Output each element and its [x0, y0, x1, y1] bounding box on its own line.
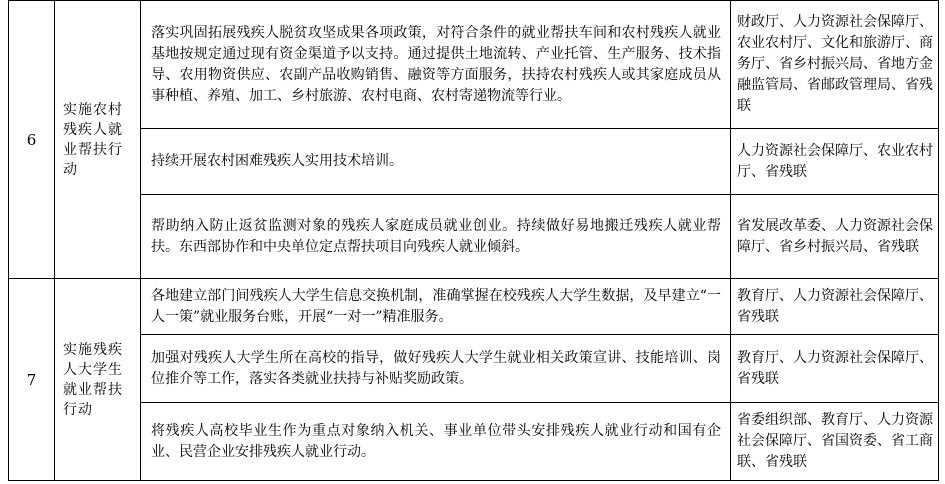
- measure-text: 落实巩固拓展残疾人脱贫攻坚成果各项政策，对符合条件的就业帮扶车间和农村残疾人就业基地按规定通过现有资金渠道予以支持。通过提供土地流转、产业托管、生产服务、技术指导、农用物资供应、农副产品收购销售、融资等方面服务，扶持农村残疾人或其家庭成员从事种植、养殖、加工、乡村旅游、农村电商、农村寄递物流等行业。: [151, 24, 721, 104]
- measure-cell: [141, 129, 731, 195]
- department-cell: [731, 129, 939, 195]
- department-text: 教育厅、人力资源社会保障厅、省残联: [737, 349, 933, 387]
- action-name-text: 实施残疾人大学生就业帮扶行动: [63, 341, 123, 418]
- measure-text: 各地建立部门间残疾人大学生信息交换机制，准确掌握在校残疾人大学生数据，及早建立“一人一策”就业服务台账，开展“一对一”精准服务。: [151, 287, 721, 325]
- measure-cell: [141, 335, 731, 403]
- measure-text: 持续开展农村困难残疾人实用技术培训。: [151, 153, 403, 169]
- department-text: 教育厅、人力资源社会保障厅、省残联: [737, 287, 933, 325]
- department-text: 省委组织部、教育厅、人力资源社会保障厅、省国资委、省工商联、省残联: [737, 412, 933, 470]
- table-row: [9, 279, 939, 335]
- department-cell: [731, 403, 939, 481]
- table-row: [9, 1, 939, 129]
- table-row: [9, 335, 939, 403]
- measure-text: 帮助纳入防止返贫监测对象的残疾人家庭成员就业创业。持续做好易地搬迁残疾人就业帮扶。东西部协作和中央单位定点帮扶项目向残疾人就业倾斜。: [151, 217, 721, 255]
- measure-cell: [141, 195, 731, 279]
- department-text: 财政厅、人力资源社会保障厅、农业农村厅、文化和旅游厅、商务厅、省乡村振兴局、省地方金融监管局、省邮政管理局、省残联: [737, 14, 933, 114]
- department-text: 省发展改革委、人力资源社会保障厅、省乡村振兴局、省残联: [737, 217, 933, 255]
- department-cell: [731, 1, 939, 129]
- policy-table: [8, 0, 939, 481]
- row-number: 7: [9, 279, 55, 481]
- action-name-text: 实施农村残疾人就业帮扶行动: [63, 101, 123, 178]
- measure-cell: [141, 1, 731, 129]
- row-number: 6: [9, 1, 55, 279]
- department-cell: [731, 195, 939, 279]
- measure-text: 将残疾人高校毕业生作为重点对象纳入机关、事业单位带头安排残疾人就业行动和国有企业、民营企业安排残疾人就业行动。: [151, 422, 721, 460]
- table-row: [9, 195, 939, 279]
- department-text: 人力资源社会保障厅、农业农村厅、省残联: [737, 142, 933, 180]
- department-cell: [731, 335, 939, 403]
- table-row: [9, 129, 939, 195]
- table-row: [9, 403, 939, 481]
- department-cell: [731, 279, 939, 335]
- measure-text: 加强对残疾人大学生所在高校的指导，做好残疾人大学生就业相关政策宣讲、技能培训、岗位推介等工作，落实各类就业扶持与补贴奖励政策。: [151, 349, 721, 387]
- measure-cell: [141, 403, 731, 481]
- action-name: [55, 1, 141, 279]
- measure-cell: [141, 279, 731, 335]
- action-name: [55, 279, 141, 481]
